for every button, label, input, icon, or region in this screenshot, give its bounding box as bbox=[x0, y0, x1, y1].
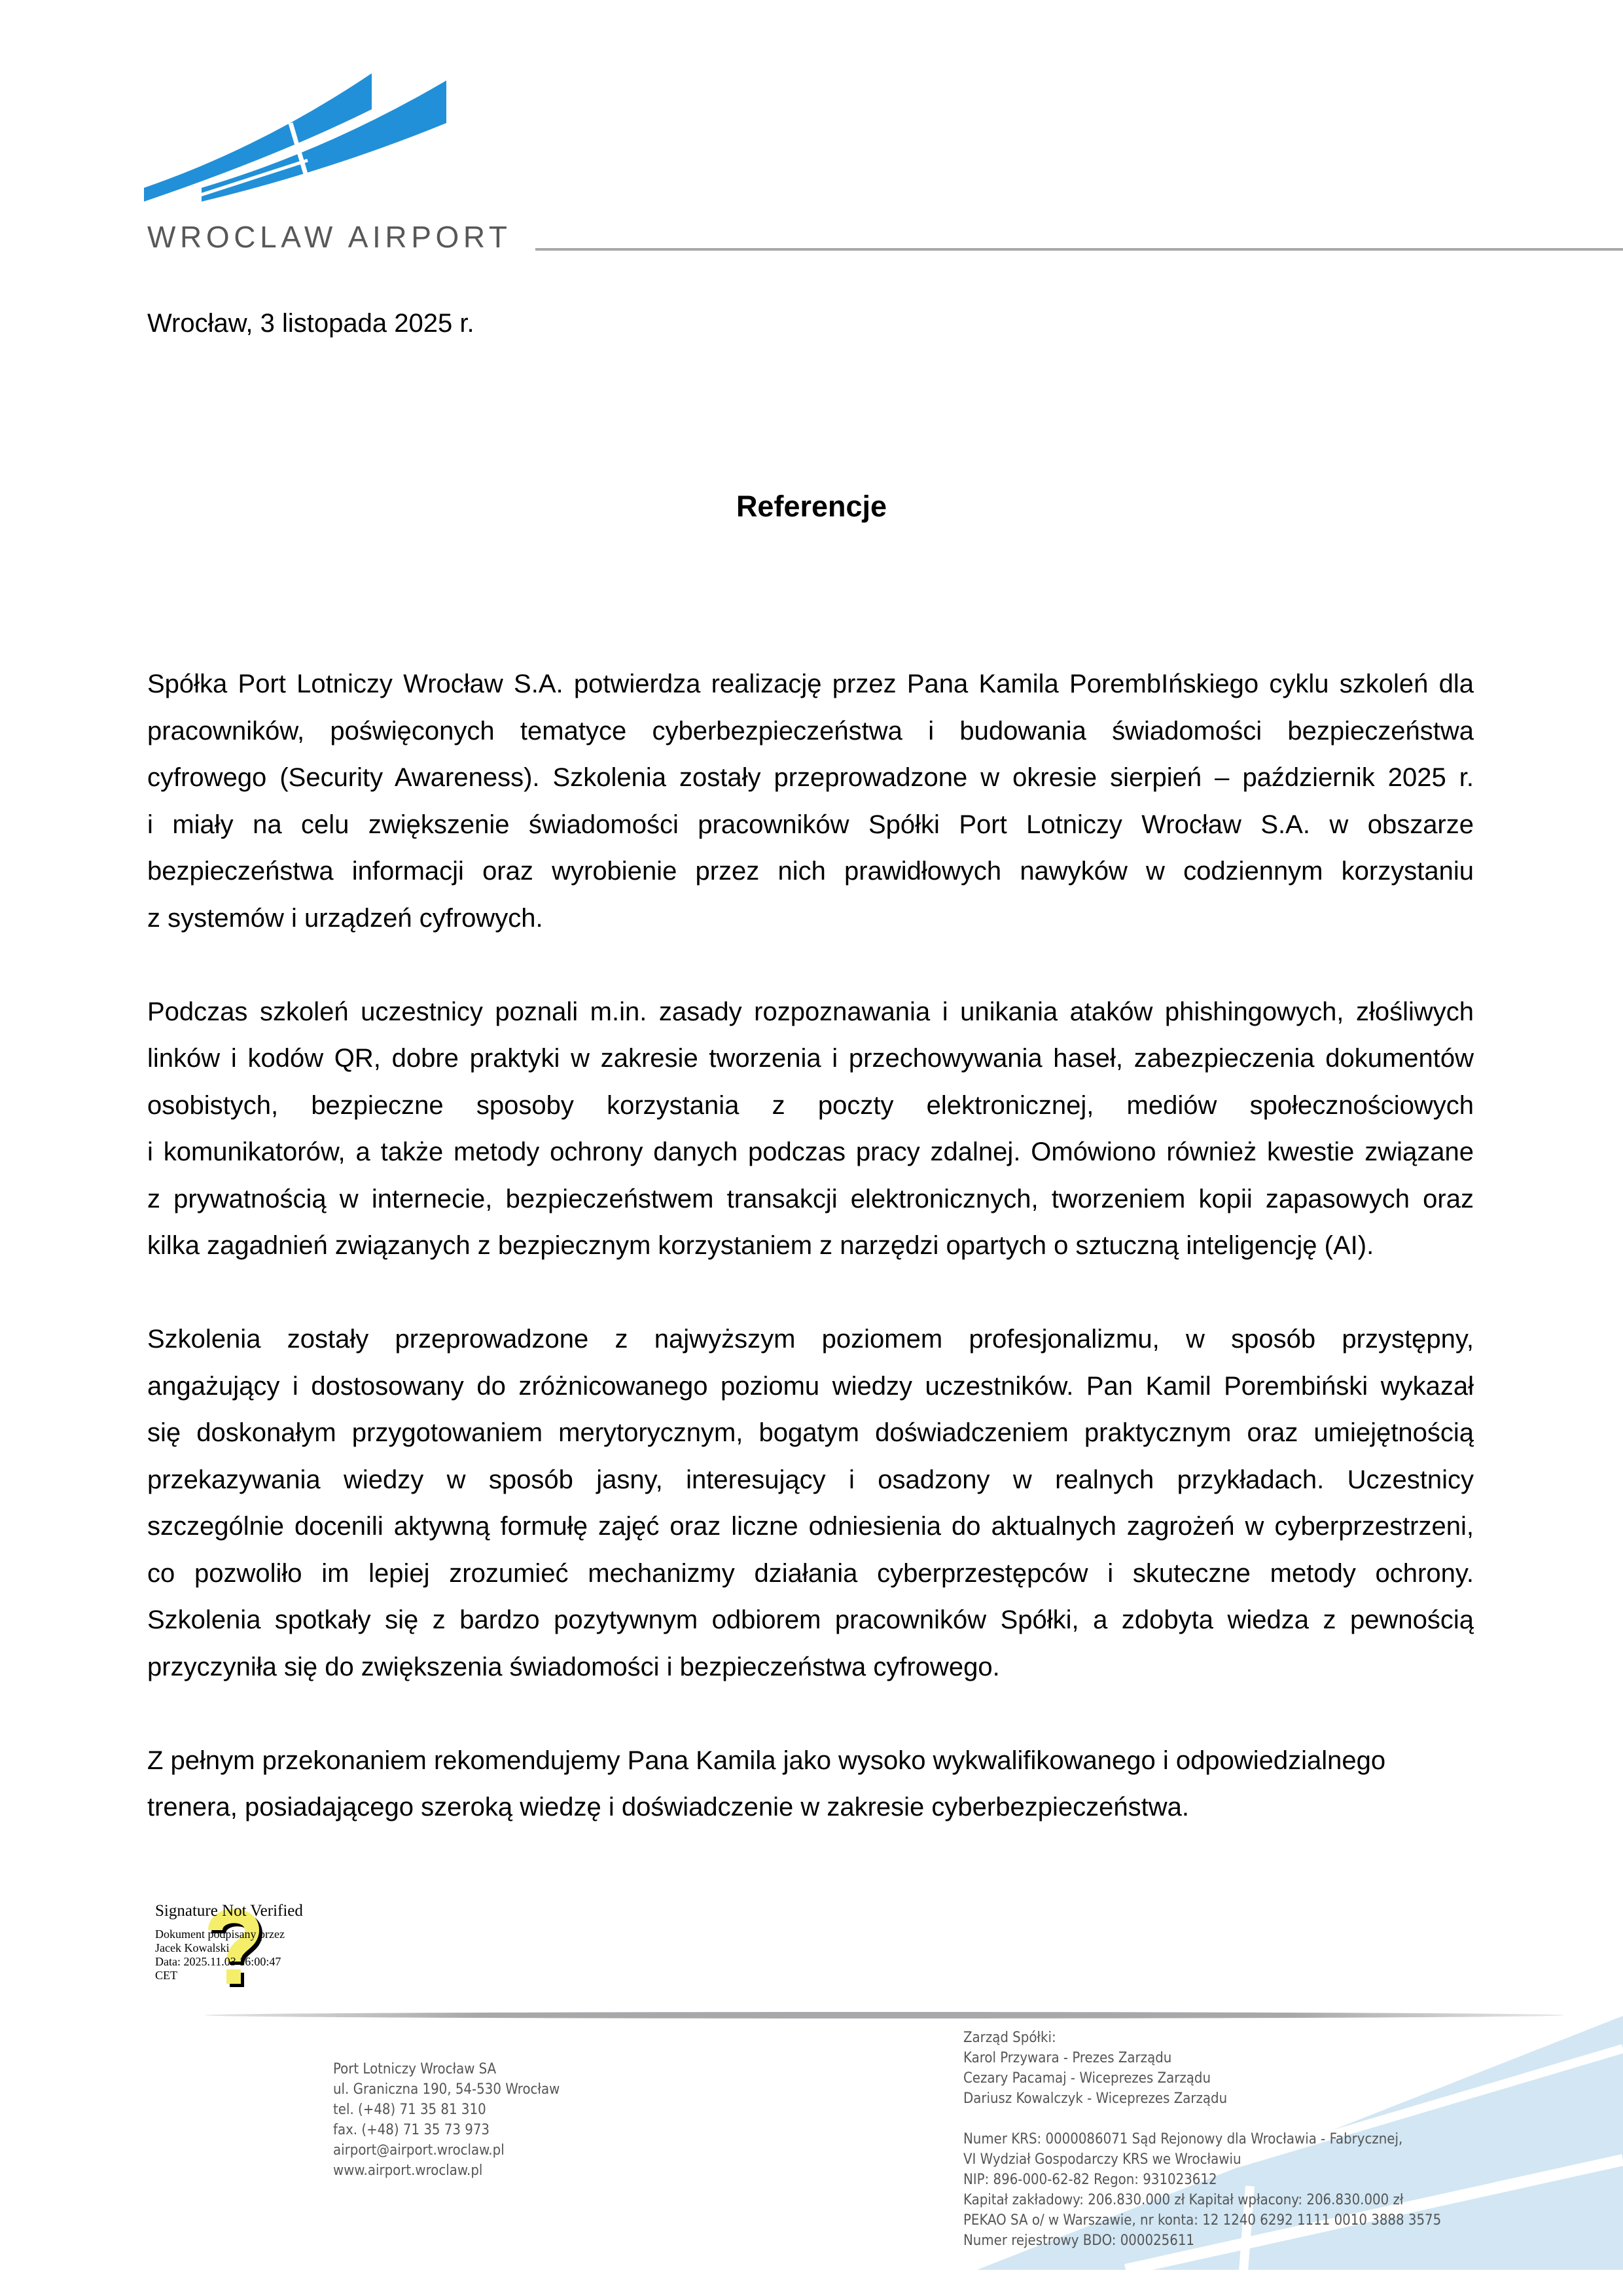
board-member: Cezary Pacamaj - Wiceprezes Zarządu bbox=[963, 2070, 1211, 2087]
text-line: z systemów i urządzeń cyfrowych. bbox=[147, 903, 543, 933]
registry-line: PEKAO SA o/ w Warszawie, nr konta: 12 1240 6292 1111 0010 3888 3575 bbox=[963, 2212, 1442, 2229]
text-line: przekazywania wiedzy w sposób jasny, interesujący i osadzony w realnych przykładach. Uczestnicy bbox=[147, 1465, 1474, 1494]
company-email[interactable]: airport@airport.wroclaw.pl bbox=[333, 2142, 505, 2159]
board-member: Karol Przywara - Prezes Zarządu bbox=[963, 2050, 1172, 2066]
footer-rule bbox=[205, 2012, 1564, 2018]
text-line: pracowników, poświęconych tematyce cyberbezpieczeństwa i budowania świadomości bezpieczeństwa bbox=[147, 716, 1474, 745]
text-line: Podczas szkoleń uczestnicy poznali m.in. zasady rozpoznawania i unikania ataków phishingowych, złośliwych bbox=[147, 997, 1474, 1026]
signature-line: Dokument podpisany przez bbox=[155, 1928, 285, 1941]
company-phone: tel. (+48) 71 35 81 310 bbox=[333, 2102, 486, 2118]
registry-line: VI Wydział Gospodarczy KRS we Wrocławiu bbox=[963, 2151, 1241, 2168]
text-line: co pozwoliło im lepiej zrozumieć mechanizmy działania cyberprzestępców i skuteczne metody ochrony. bbox=[147, 1558, 1474, 1588]
paragraph bbox=[147, 989, 1474, 1270]
text-line: cyfrowego (Security Awareness). Szkolenia zostały przeprowadzone w okresie sierpień – październik 2025 r. bbox=[147, 763, 1474, 792]
text-line: Szkolenia zostały przeprowadzone z najwyższym poziomem profesjonalizmu, w sposób przystępny, bbox=[147, 1325, 1474, 1354]
company-name: Port Lotniczy Wrocław SA bbox=[333, 2061, 497, 2077]
signature-line: Jacek Kowalski bbox=[155, 1941, 230, 1954]
registry-line: Numer rejestrowy BDO: 000025611 bbox=[963, 2233, 1195, 2249]
text-line: z prywatnością w internecie, bezpieczeństwem transakcji elektronicznych, tworzeniem kopii zapasowych oraz bbox=[147, 1184, 1474, 1213]
signature-line: CET bbox=[155, 1969, 177, 1982]
text-line: szczególnie docenili aktywną formułę zajęć oraz liczne odniesienia do aktualnych zagrożeń w cyberprzestrzeni, bbox=[147, 1512, 1474, 1541]
registry-line: Kapitał zakładowy: 206.830.000 zł Kapitał wpłacony: 206.830.000 zł bbox=[963, 2192, 1404, 2208]
text-line: trenera, posiadającego szeroką wiedzę i doświadczenie w zakresie cyberbezpieczeństwa. bbox=[147, 1793, 1189, 1821]
text-line: linków i kodów QR, dobre praktyki w zakresie tworzenia i przechowywania haseł, zabezpieczenia dokumentów bbox=[147, 1044, 1474, 1073]
letter-date: Wrocław, 3 listopada 2025 r. bbox=[147, 309, 474, 338]
wroclaw-airport-logo bbox=[0, 0, 537, 262]
text-line: angażujący i dostosowany do zróżnicowanego poziomu wiedzy uczestników. Pan Kamil Porembiński wykazał bbox=[147, 1371, 1474, 1401]
paragraph bbox=[147, 661, 1474, 942]
header-rule bbox=[535, 248, 1623, 251]
text-line: kilka zagadnień związanych z bezpiecznym korzystaniem z narzędzi opartych o sztuczną inteligencję (AI). bbox=[147, 1231, 1374, 1260]
logo-text: WROCLAW AIRPORT bbox=[147, 220, 507, 254]
text-line: i miały na celu zwiększenie świadomości pracowników Spółki Port Lotniczy Wrocław S.A. w obszarze bbox=[147, 810, 1474, 839]
letter-body bbox=[147, 661, 1474, 1878]
text-line: i komunikatorów, a także metody ochrony danych podczas pracy zdalnej. Omówiono również kwestie związane bbox=[147, 1138, 1474, 1166]
signature-line: Data: 2025.11.03 16:00:47 bbox=[155, 1955, 281, 1968]
text-line: Z pełnym przekonaniem rekomendujemy Pana Kamila jako wysoko wykwalifikowanego i odpowiedzialnego bbox=[147, 1746, 1386, 1775]
board-heading: Zarząd Spółki: bbox=[963, 2030, 1056, 2046]
paragraph bbox=[147, 1316, 1474, 1691]
text-line: Szkolenia spotkały się z bardzo pozytywnym odbiorem pracowników Spółki, a zdobyta wiedza z pewnością bbox=[147, 1605, 1474, 1634]
text-line: bezpieczeństwa informacji oraz wyrobienie przez nich prawidłowych nawyków w codziennym korzystaniu bbox=[147, 857, 1474, 886]
paragraph bbox=[147, 1738, 1474, 1831]
board-member: Dariusz Kowalczyk - Wiceprezes Zarządu bbox=[963, 2090, 1228, 2107]
footer-contact bbox=[333, 2059, 560, 2181]
text-line: Spółka Port Lotniczy Wrocław S.A. potwierdza realizację przez Pana Kamila PorembIńskiego cyklu szkoleń dla bbox=[147, 670, 1474, 698]
text-line: się doskonałym przygotowaniem merytorycznym, bogatym doświadczeniem praktycznym oraz umiejętnością bbox=[147, 1418, 1474, 1447]
registry-line: NIP: 896-000-62-82 Regon: 931023612 bbox=[963, 2172, 1217, 2188]
footer-company-info bbox=[963, 2028, 1441, 2251]
letter-title: Referencje bbox=[736, 490, 887, 523]
text-line: przyczyniła się do zwiększenia świadomości i bezpieczeństwa cyfrowego. bbox=[147, 1652, 1000, 1681]
company-fax: fax. (+48) 71 35 73 973 bbox=[333, 2122, 490, 2138]
signature-details bbox=[155, 1928, 325, 1982]
signature-status: Signature Not Verified bbox=[155, 1902, 303, 1920]
digital-signature-block bbox=[155, 1901, 325, 1982]
registry-line: Numer KRS: 0000086071 Sąd Rejonowy dla Wrocławia - Fabrycznej, bbox=[963, 2131, 1403, 2147]
text-line: osobistych, bezpieczne sposoby korzystania z poczty elektronicznej, mediów społecznościowych bbox=[147, 1090, 1474, 1120]
company-website[interactable]: www.airport.wroclaw.pl bbox=[333, 2162, 483, 2179]
company-address: ul. Graniczna 190, 54-530 Wrocław bbox=[333, 2081, 560, 2098]
